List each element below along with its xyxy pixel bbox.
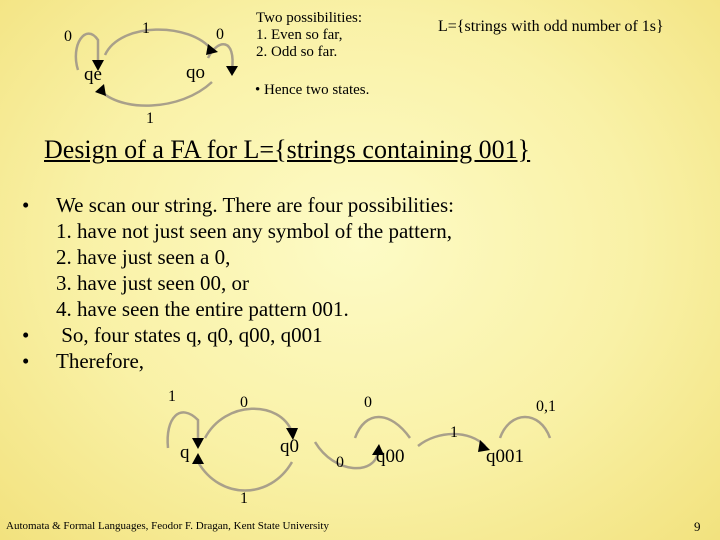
bullet-dot: • [22, 193, 30, 217]
bullet-therefore-text: Therefore, [56, 349, 145, 373]
bullet-list [22, 192, 702, 382]
possibility-list-item: 1. have not just seen any symbol of the pattern, [56, 219, 452, 243]
state-q0: q0 [280, 436, 299, 457]
loop-qo-arrowhead [226, 66, 238, 76]
loop-q001-arc [500, 417, 550, 438]
conclusion-line [255, 82, 369, 99]
edge-q0-q00-label: 0 [336, 454, 344, 471]
state-q: q [180, 442, 190, 463]
possibility-list-item: 4. have seen the entire pattern 001. [56, 297, 349, 321]
edge-qo-qe-arc [100, 82, 212, 106]
page-number: 9 [694, 519, 701, 534]
bullet-intro-text: We scan our string. There are four possibilities: [56, 193, 454, 217]
edge-qo-qe-label: 1 [146, 110, 154, 127]
possibilities-title: Two possibilities: [256, 10, 363, 26]
bullet-dot: • [22, 349, 30, 373]
loop-qe-label: 0 [64, 28, 72, 45]
edge-q0-q-arc [198, 462, 292, 491]
loop-qo-label: 0 [216, 26, 224, 43]
loop-q001-label: 0,1 [536, 398, 556, 415]
state-q001: q001 [486, 446, 524, 467]
footer-credit: Automata & Formal Languages, Feodor F. Dragan, Kent State University [6, 520, 329, 532]
bullet-therefore [22, 348, 144, 374]
edge-qe-qo-arc [105, 30, 212, 55]
edge-q-q0-arc [205, 409, 292, 438]
bullet-so [22, 322, 323, 348]
edge-qe-qo-label: 1 [142, 20, 150, 37]
bullet-so-text: So, four states q, q0, q00, q001 [56, 323, 323, 347]
edge-q0-q00-arc [315, 442, 378, 468]
loop-q-label: 1 [168, 388, 176, 405]
possibilities-block [256, 10, 362, 61]
state-q00: q00 [376, 446, 405, 467]
edge-q-q0-label: 0 [240, 394, 248, 411]
loop-q00-label: 0 [364, 394, 372, 411]
loop-q00-arc [355, 417, 410, 438]
possibility-list-item: 2. have just seen a 0, [56, 245, 231, 269]
conclusion-text: Hence two states. [264, 82, 370, 98]
possibility-item: 1. Even so far, [256, 27, 343, 43]
possibility-item: 2. Odd so far. [256, 44, 338, 60]
language-definition: L={strings with odd number of 1s} [438, 18, 664, 35]
state-qo: qo [186, 62, 205, 83]
edge-q0-q-arrowhead [192, 453, 204, 464]
possibility-list-item: 3. have just seen 00, or [56, 271, 250, 295]
bullet-dot: • [255, 82, 261, 98]
state-qe: qe [84, 64, 102, 85]
bullet-intro [22, 192, 454, 218]
bullet-dot: • [22, 323, 30, 347]
slide-heading: Design of a FA for L={strings containing 001} [44, 135, 531, 164]
loop-q-arrowhead [192, 438, 204, 449]
edge-q0-q-label: 1 [240, 490, 248, 507]
edge-q00-q001-label: 1 [450, 424, 458, 441]
